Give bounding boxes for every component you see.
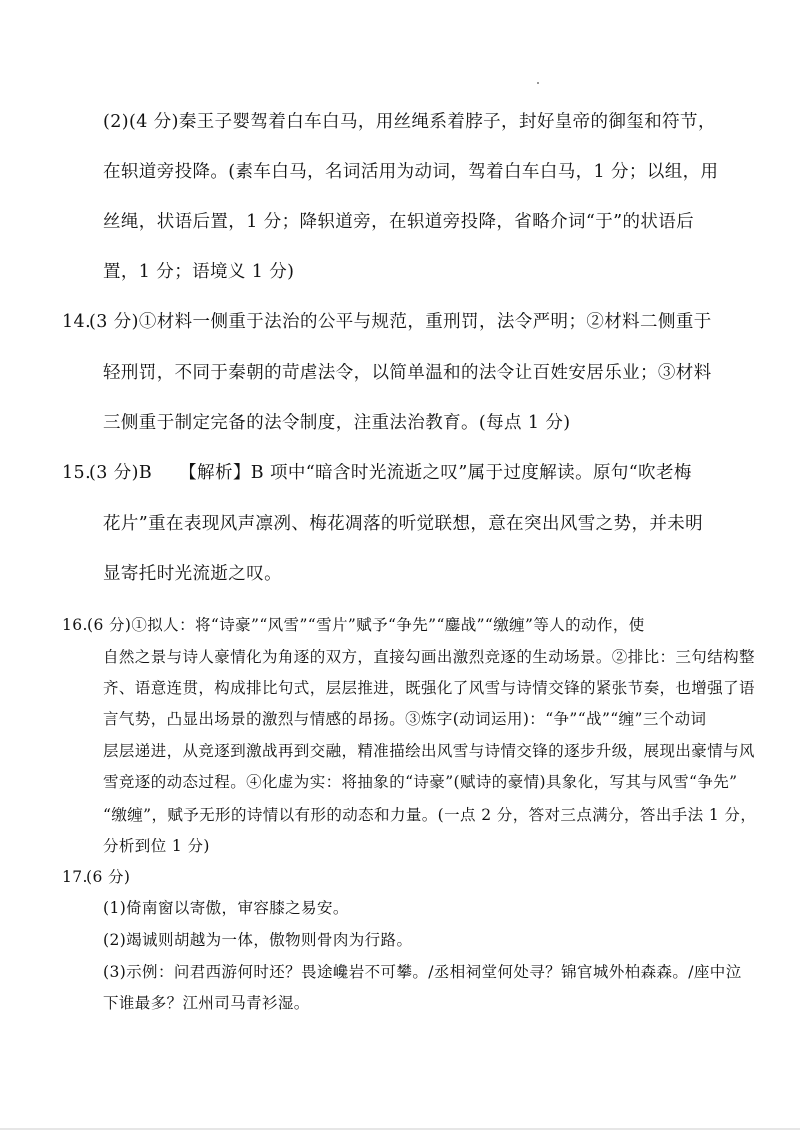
scan-dot <box>537 82 539 84</box>
text-line: 丝绳，状语后置，1 分；降轵道旁，在轵道旁投降，省略介词“于”的状语后 <box>103 212 695 232</box>
question-number: 17. <box>62 868 88 886</box>
text-line: (1)倚南窗以寄傲，审容膝之易安。 <box>103 899 349 917</box>
question-number: 14. <box>62 312 92 332</box>
text-line: 雪竞逐的动态过程。④化虚为实：将抽象的“诗豪”(赋诗的豪情)具象化，写其与风雪“争先” <box>103 773 738 791</box>
text-line: 下谁最多？江州司马青衫湿。 <box>103 994 310 1012</box>
text-line: (6 分)①拟人：将“诗豪”“风雪”“雪片”赋予“争先”“鏖战”“缴缠”等人的动作，使 <box>87 616 645 634</box>
text-line: (3 分)B 【解析】B 项中“暗含时光流逝之叹”属于过度解读。原句“吹老梅 <box>89 463 692 483</box>
text-line: 齐、语意连贯，构成排比句式，层层推进，既强化了风雪与诗情交锋的紧张节奏，也增强了语 <box>103 679 755 697</box>
score-label: (6 分) <box>86 868 131 886</box>
question-number: 15. <box>62 463 92 483</box>
text-line: 三侧重于制定完备的法令制度，注重法治教育。(每点 1 分) <box>103 413 571 433</box>
text-line: 层层递进，从竞逐到激战再到交融，精准描绘出风雪与诗情交锋的逐步升级，展现出豪情与风 <box>103 742 755 760</box>
text-line: “缴缠”，赋予无形的诗情以有形的动态和力量。(一点 2 分，答对三点满分，答出手法 1 分， <box>103 806 757 824</box>
text-line: (3)示例：问君西游何时还？畏途巉岩不可攀。/丞相祠堂何处寻？锦官城外柏森森。/座中泣 <box>103 963 742 981</box>
text-line: (2)竭诚则胡越为一体，傲物则骨肉为行路。 <box>103 931 413 949</box>
text-line: 花片”重在表现风声凛冽、梅花凋落的听觉联想，意在突出风雪之势，并未明 <box>103 514 704 534</box>
text-line: 言气势，凸显出场景的激烈与情感的昂扬。③炼字(动词运用)：“争”“战”“缠”三个动词 <box>103 710 707 728</box>
text-line: 置，1 分；语境义 1 分) <box>103 262 295 282</box>
text-line: (2)(4 分)秦王子婴驾着白车白马，用丝绳系着脖子，封好皇帝的御玺和符节， <box>103 112 716 132</box>
text-line: 自然之景与诗人豪情化为角逐的双方，直接勾画出激烈竞逐的生动场景。②排比：三句结构整 <box>103 648 755 666</box>
text-line: 显寄托时光流逝之叹。 <box>103 564 282 584</box>
text-line: 在轵道旁投降。(素车白马，名词活用为动词，驾着白车白马，1 分；以组，用 <box>103 162 719 182</box>
text-line: 分析到位 1 分) <box>103 837 210 855</box>
text-line: 轻刑罚，不同于秦朝的苛虐法令，以简单温和的法令让百姓安居乐业；③材料 <box>103 363 712 383</box>
question-number: 16. <box>62 616 88 634</box>
text-line: (3 分)①材料一侧重于法治的公平与规范，重刑罚，法令严明；②材料二侧重于 <box>89 312 712 332</box>
